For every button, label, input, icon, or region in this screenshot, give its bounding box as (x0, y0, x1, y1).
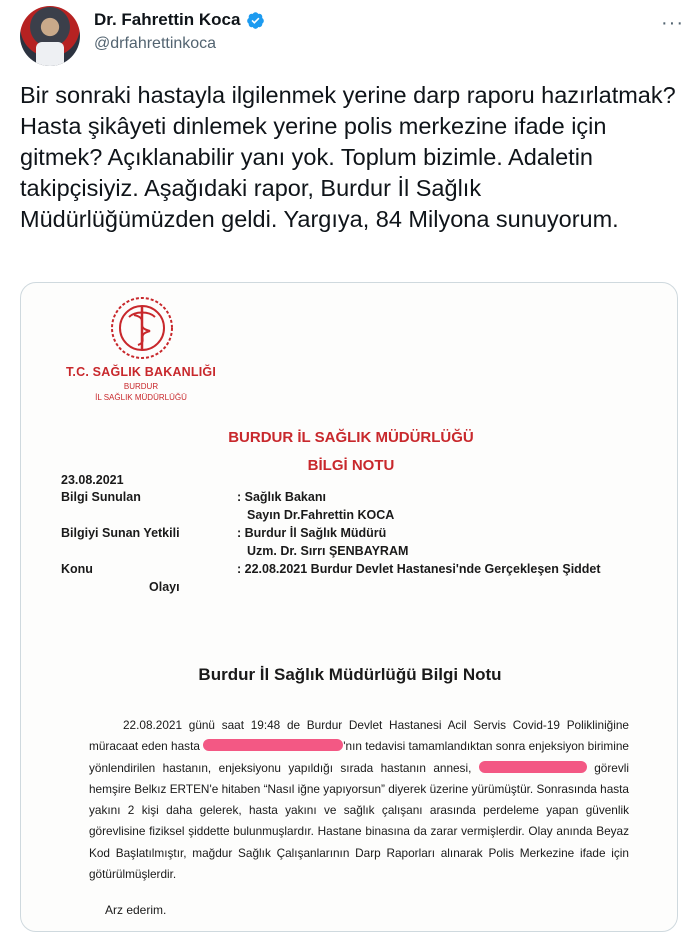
redaction-mark (203, 739, 343, 751)
ministry-city: BURDUR (123, 382, 159, 391)
document-title: BURDUR İL SAĞLIK MÜDÜRLÜĞÜ (228, 429, 474, 446)
ministry-directorate: İL SAĞLIK MÜDÜRLÜĞÜ (95, 393, 187, 402)
meta-label: Bilgiyi Sunan Yetkili (61, 526, 180, 540)
meta-value: : Sağlık Bakanı (237, 490, 326, 504)
meta-value: : Burdur İl Sağlık Müdürü (237, 526, 387, 540)
meta-label: Bilgi Sunulan (61, 490, 141, 504)
meta-value: : 22.08.2021 Burdur Devlet Hastanesi'nde Gerçekleşen Şiddet (237, 562, 601, 576)
document-subtitle: BİLGİ NOTU (307, 457, 395, 474)
verified-badge-icon (246, 11, 265, 30)
author-display-name[interactable]: Dr. Fahrettin Koca (94, 10, 241, 29)
closing-text: Arz ederim. (105, 903, 167, 917)
body-title: Burdur İl Sağlık Müdürlüğü Bilgi Notu (198, 665, 502, 684)
meta-value: Uzm. Dr. Sırrı ŞENBAYRAM (247, 544, 409, 558)
attached-image[interactable] (20, 282, 678, 932)
author-handle[interactable]: @drfahrettinkoca (94, 35, 217, 52)
body-paragraph (89, 715, 629, 885)
ministry-header (61, 365, 221, 402)
tweet-text: Bir sonraki hastayla ilgilenmek yerine darp raporu hazırlatmak? Hasta şikâyeti dinlemek yerine polis merkezine ifade için gitmek? Açıklanabilir yanı yok. Toplum bizimle. Adaletin takipçisiyiz. Aşağıdaki rapor, Burdur İl Sağlık Müdürlüğümüzden geldi. Yargıya, 84 Milyona sunuyorum. (20, 82, 676, 232)
document (21, 283, 678, 932)
meta-label: Konu (61, 562, 93, 576)
redaction-mark (479, 761, 587, 773)
meta-value: Olayı (149, 580, 180, 594)
paragraph-text: görevli hemşire Belkız ERTEN'e hitaben “Nasıl iğne yapıyorsun” diyerek üzerine yürümüştür. Sonrasında hasta yakını 2 kişi daha gelerek, hasta yakını ve sağlık çalışanı arasında perdeleme yapan güvenlik görevlisine fiziksel şiddette bulunmuşlardır. Hastane binasına da zarar vermişlerdir. Olay anında Beyaz Kod Başlatılmıştır, mağdur Sağlık Çalışanlarının Darp Raporları alınarak Polis Merkezine ifade için götürülmüşlerdir. (89, 760, 629, 882)
paragraph-text: 22.08.2021 günü saat 19:48 de Burdur Devlet Hastanesi Acil Servis Covid-19 Polikliniğine müracaat eden hasta (89, 718, 629, 754)
tweet-header (20, 6, 684, 70)
author-name-row (94, 10, 265, 30)
meta-value: Sayın Dr.Fahrettin KOCA (247, 508, 395, 522)
ministry-name: T.C. SAĞLIK BAKANLIĞI (65, 365, 217, 379)
document-date: 23.08.2021 (61, 473, 124, 487)
paragraph-text: 'nın tedavisi tamamlandıktan sonra enjeksiyon birimine yönlendirilen hastanın, enjeksiyonu yapıldığı sırada hastanın annesi, (89, 739, 629, 775)
more-options-icon[interactable]: ··· (661, 12, 684, 34)
ministry-logo-icon (107, 293, 177, 363)
avatar[interactable] (20, 6, 80, 66)
